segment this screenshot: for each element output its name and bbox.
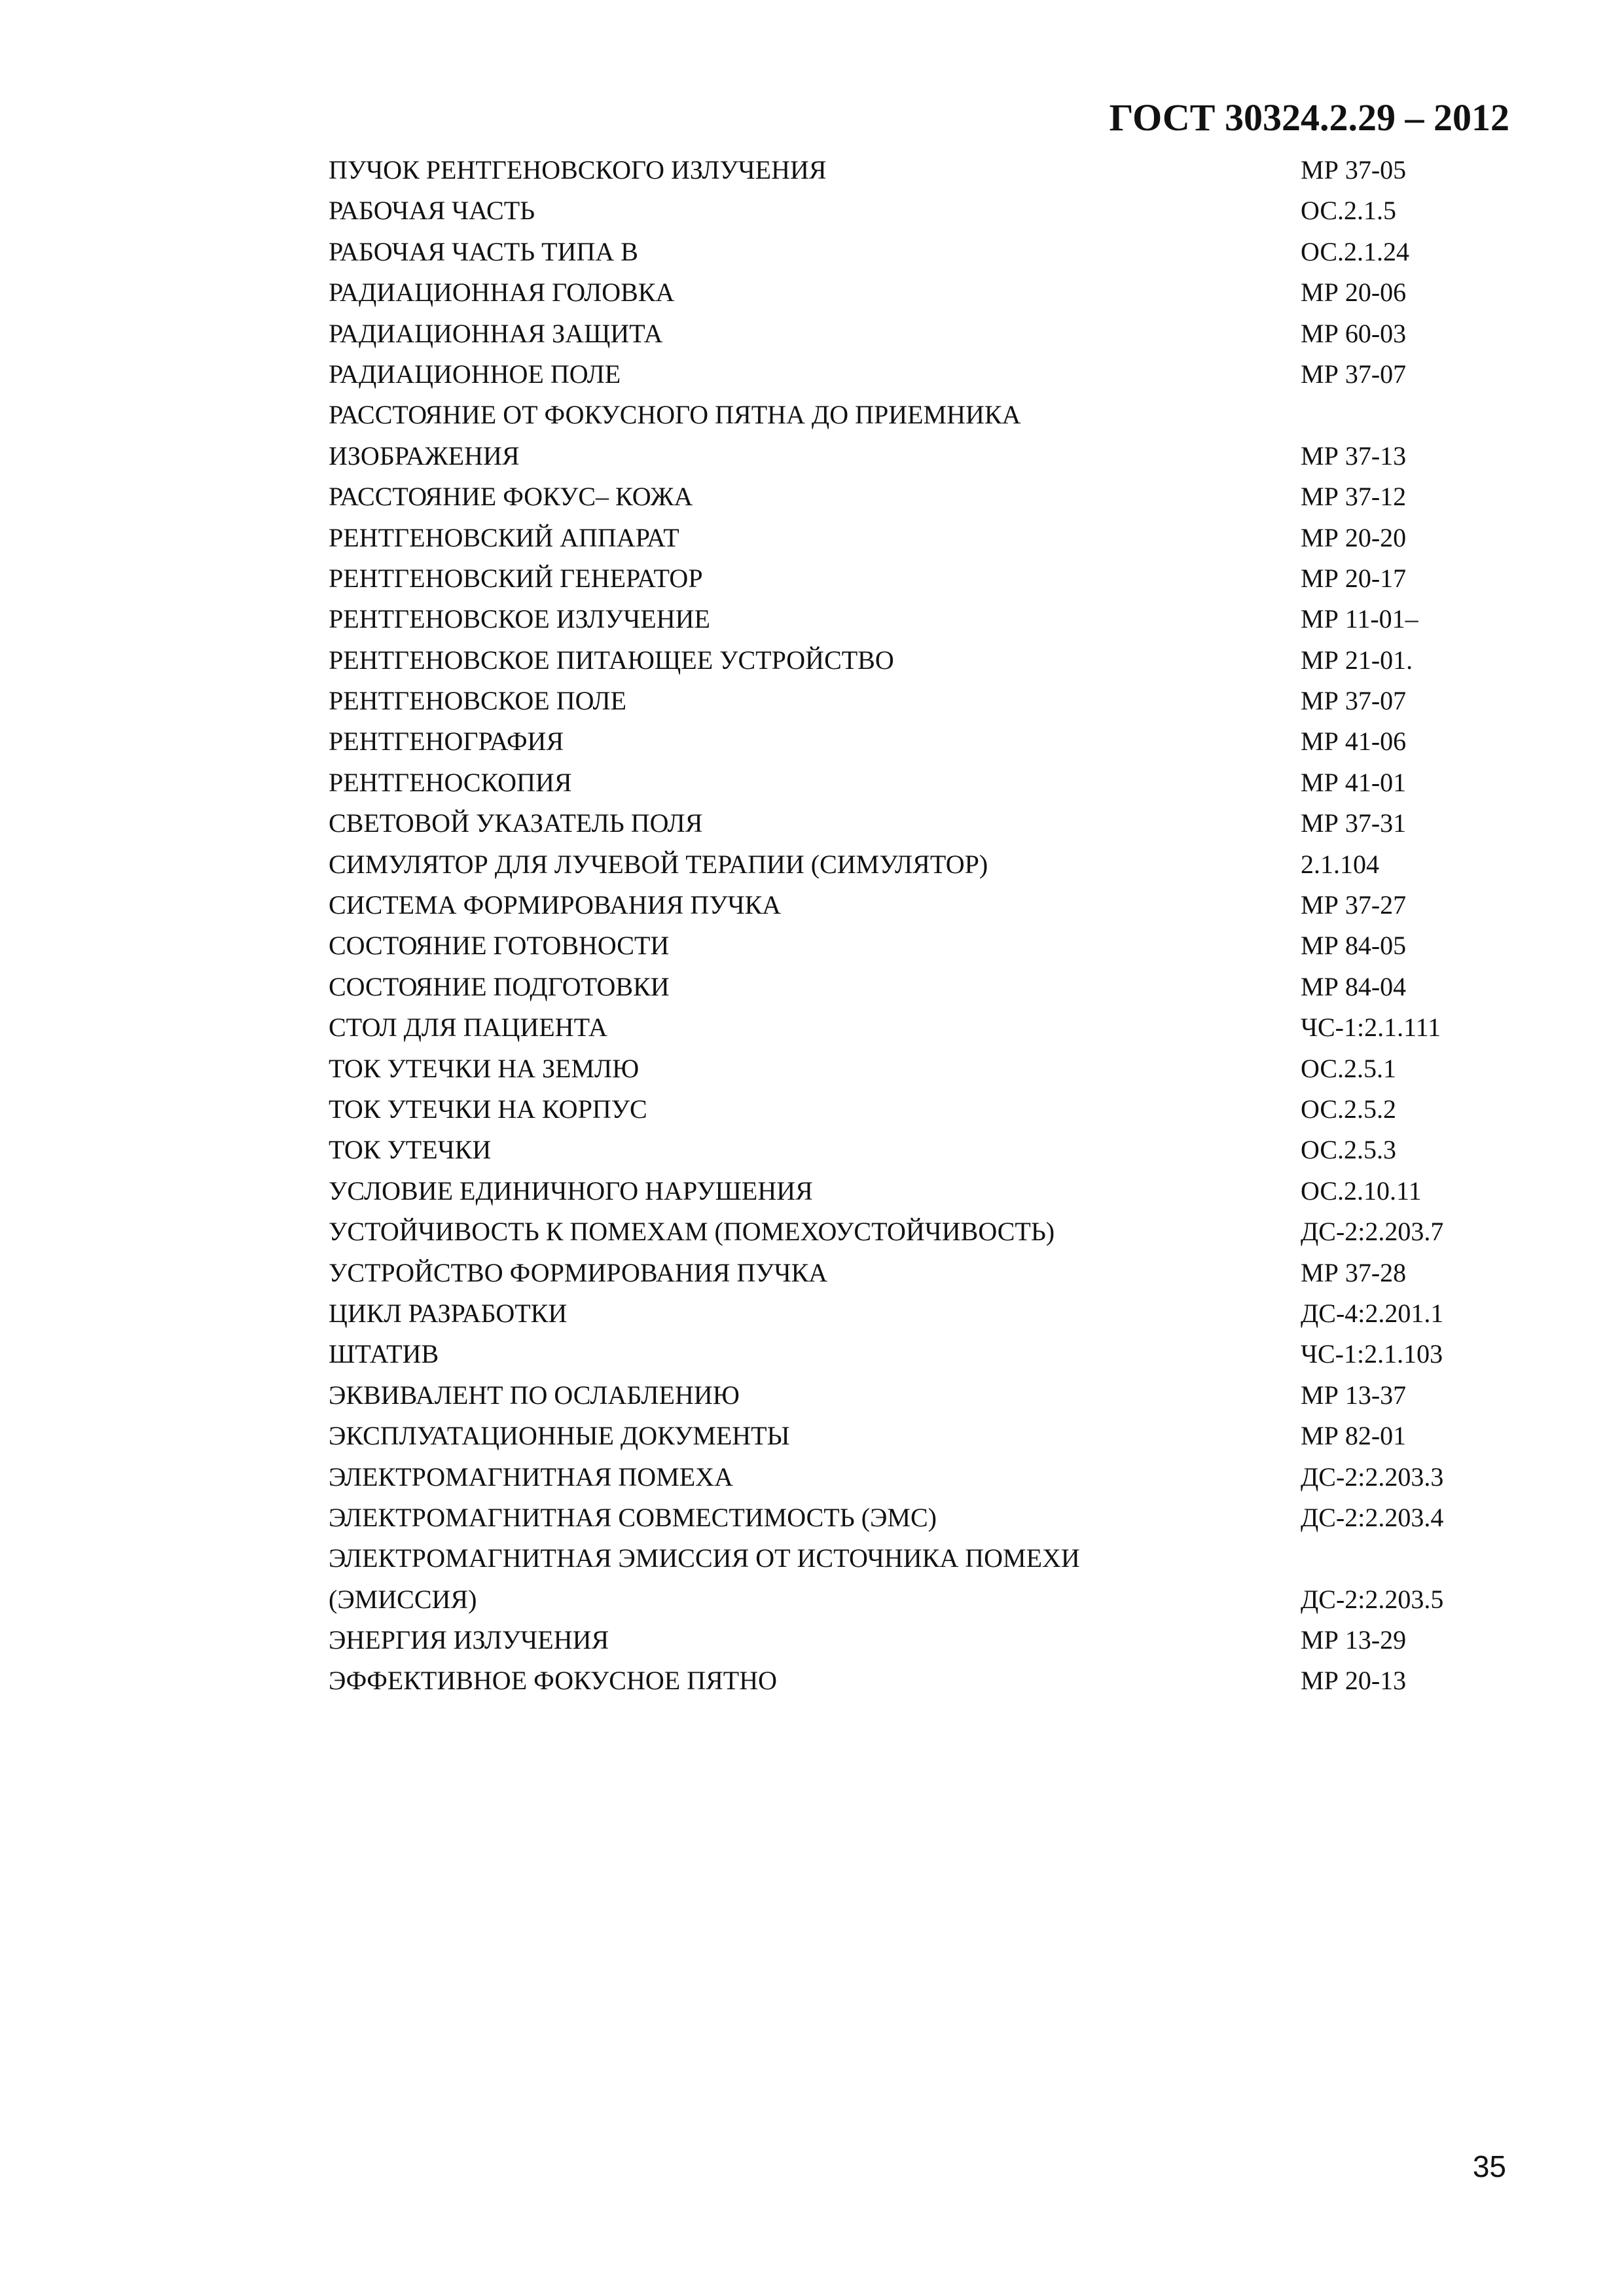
index-term: ТОК УТЕЧКИ НА ЗЕМЛЮ — [329, 1053, 640, 1083]
index-term: РАДИАЦИОННОЕ ПОЛЕ — [329, 359, 621, 389]
index-term: ЭКВИВАЛЕНТ ПО ОСЛАБЛЕНИЮ — [329, 1380, 740, 1410]
index-entry — [329, 190, 1546, 231]
index-entry — [329, 150, 1546, 190]
index-entry — [329, 1579, 1546, 1620]
index-entry — [329, 1620, 1546, 1660]
index-entry — [329, 721, 1546, 762]
index-term: СИСТЕМА ФОРМИРОВАНИЯ ПУЧКА — [329, 890, 782, 920]
index-reference: ОС.2.5.1 — [1301, 1053, 1397, 1083]
index-reference: МР 20-20 — [1301, 522, 1407, 552]
index-reference: МР 13-29 — [1301, 1625, 1407, 1655]
index-term: УСЛОВИЕ ЕДИНИЧНОГО НАРУШЕНИЯ — [329, 1175, 813, 1206]
index-reference: МР 84-05 — [1301, 931, 1407, 961]
index-entry — [329, 1293, 1546, 1334]
index-term: УСТРОЙСТВО ФОРМИРОВАНИЯ ПУЧКА — [329, 1257, 828, 1287]
index-reference: МР 37-13 — [1301, 440, 1407, 471]
index-entry — [329, 1498, 1546, 1538]
index-entry — [329, 1049, 1546, 1089]
index-term: РЕНТГЕНОВСКОЕ ИЗЛУЧЕНИЕ — [329, 604, 710, 634]
index-term: ЭФФЕКТИВНОЕ ФОКУСНОЕ ПЯТНО — [329, 1666, 777, 1696]
index-term: РЕНТГЕНОСКОПИЯ — [329, 767, 572, 797]
index-reference: МР 21-01. — [1301, 645, 1413, 675]
index-entry — [329, 395, 1546, 435]
index-entry — [329, 436, 1546, 476]
document-header — [1110, 92, 1509, 144]
index-term: РЕНТГЕНОВСКОЕ ПИТАЮЩЕЕ УСТРОЙСТВО — [329, 645, 894, 675]
index-entry — [329, 272, 1546, 313]
index-reference: МР 37-27 — [1301, 890, 1407, 920]
index-entry — [329, 885, 1546, 925]
index-reference: МР 82-01 — [1301, 1421, 1407, 1451]
index-reference: МР 37-07 — [1301, 686, 1407, 716]
standard-designation: ГОСТ 30324.2.29 – 2012 — [1109, 96, 1509, 139]
index-entry — [329, 803, 1546, 844]
index-entry — [329, 476, 1546, 517]
index-entry — [329, 1416, 1546, 1456]
term-index-list — [329, 150, 1546, 1702]
index-reference: ОС.2.5.3 — [1301, 1135, 1397, 1165]
index-entry — [329, 558, 1546, 599]
index-term: СВЕТОВОЙ УКАЗАТЕЛЬ ПОЛЯ — [329, 808, 703, 838]
index-term: ЭЛЕКТРОМАГНИТНАЯ ЭМИССИЯ ОТ ИСТОЧНИКА ПОМЕХИ — [329, 1543, 1080, 1573]
index-term: ЭНЕРГИЯ ИЗЛУЧЕНИЯ — [329, 1625, 609, 1655]
index-term: ЭКСПЛУАТАЦИОННЫЕ ДОКУМЕНТЫ — [329, 1421, 790, 1451]
index-entry — [329, 1089, 1546, 1130]
index-term: РЕНТГЕНОВСКОЕ ПОЛЕ — [329, 686, 627, 716]
index-entry — [329, 1211, 1546, 1252]
index-term: ИЗОБРАЖЕНИЯ — [329, 440, 520, 471]
index-entry — [329, 925, 1546, 966]
index-reference: МР 84-04 — [1301, 971, 1407, 1001]
index-term: РАДИАЦИОННАЯ ГОЛОВКА — [329, 278, 675, 308]
index-entry — [329, 640, 1546, 681]
index-term: РАДИАЦИОННАЯ ЗАЩИТА — [329, 318, 663, 348]
index-entry — [329, 1007, 1546, 1048]
index-reference: МР 37-31 — [1301, 808, 1407, 838]
index-term: РЕНТГЕНОВСКИЙ АППАРАТ — [329, 522, 679, 552]
index-term: РАБОЧАЯ ЧАСТЬ — [329, 196, 535, 226]
index-entry — [329, 1375, 1546, 1416]
index-term: СОСТОЯНИЕ ПОДГОТОВКИ — [329, 971, 670, 1001]
index-entry — [329, 1171, 1546, 1211]
page-number: 35 — [1472, 2149, 1506, 2183]
index-reference: МР 13-37 — [1301, 1380, 1407, 1410]
index-entry — [329, 762, 1546, 803]
index-reference: МР 37-12 — [1301, 482, 1407, 512]
index-term: ЭЛЕКТРОМАГНИТНАЯ ПОМЕХА — [329, 1462, 733, 1492]
index-term: РАССТОЯНИЕ ФОКУС– КОЖА — [329, 482, 693, 512]
index-entry — [329, 232, 1546, 272]
index-reference: 2.1.104 — [1301, 849, 1379, 879]
index-entry — [329, 518, 1546, 558]
index-entry — [329, 1538, 1546, 1579]
index-reference: МР 20-13 — [1301, 1666, 1407, 1696]
index-reference: МР 41-06 — [1301, 726, 1407, 757]
index-reference: ОС.2.1.5 — [1301, 196, 1397, 226]
index-term: ТОК УТЕЧКИ НА КОРПУС — [329, 1094, 647, 1124]
index-reference: МР 20-17 — [1301, 563, 1407, 593]
index-reference: МР 11-01– — [1301, 604, 1418, 634]
index-entry — [329, 1253, 1546, 1293]
index-entry — [329, 681, 1546, 721]
index-reference: ДС-2:2.203.4 — [1301, 1502, 1444, 1532]
index-term: ЦИКЛ РАЗРАБОТКИ — [329, 1298, 568, 1328]
index-term: (ЭМИССИЯ) — [329, 1584, 477, 1614]
index-reference: ДС-4:2.201.1 — [1301, 1298, 1444, 1328]
index-entry — [329, 967, 1546, 1007]
index-term: СТОЛ ДЛЯ ПАЦИЕНТА — [329, 1013, 607, 1043]
index-reference: ДС-2:2.203.3 — [1301, 1462, 1444, 1492]
index-term: СИМУЛЯТОР ДЛЯ ЛУЧЕВОЙ ТЕРАПИИ (СИМУЛЯТОР) — [329, 849, 988, 879]
index-entry — [329, 354, 1546, 395]
index-entry — [329, 314, 1546, 354]
index-reference: ДС-2:2.203.5 — [1301, 1584, 1444, 1614]
index-entry — [329, 1457, 1546, 1498]
index-reference: МР 37-28 — [1301, 1257, 1407, 1287]
index-reference: ДС-2:2.203.7 — [1301, 1217, 1444, 1247]
index-entry — [329, 1660, 1546, 1701]
index-term: РАБОЧАЯ ЧАСТЬ ТИПА В — [329, 236, 638, 266]
index-entry — [329, 844, 1546, 885]
index-term: РЕНТГЕНОГРАФИЯ — [329, 726, 564, 757]
index-reference: ОС.2.10.11 — [1301, 1175, 1422, 1206]
index-term: ПУЧОК РЕНТГЕНОВСКОГО ИЗЛУЧЕНИЯ — [329, 155, 827, 185]
index-entry — [329, 599, 1546, 639]
index-term: РАССТОЯНИЕ ОТ ФОКУСНОГО ПЯТНА ДО ПРИЕМНИКА — [329, 400, 1021, 430]
index-reference: МР 41-01 — [1301, 767, 1407, 797]
index-term: ШТАТИВ — [329, 1339, 439, 1369]
index-entry — [329, 1130, 1546, 1170]
index-reference: ЧС-1:2.1.111 — [1301, 1013, 1441, 1043]
index-entry — [329, 1334, 1546, 1374]
index-term: РЕНТГЕНОВСКИЙ ГЕНЕРАТОР — [329, 563, 703, 593]
index-term: СОСТОЯНИЕ ГОТОВНОСТИ — [329, 931, 670, 961]
index-term: УСТОЙЧИВОСТЬ К ПОМЕХАМ (ПОМЕХОУСТОЙЧИВОСТЬ) — [329, 1217, 1055, 1247]
index-reference: ЧС-1:2.1.103 — [1301, 1339, 1443, 1369]
index-reference: МР 20-06 — [1301, 278, 1407, 308]
index-reference: ОС.2.5.2 — [1301, 1094, 1397, 1124]
index-reference: МР 60-03 — [1301, 318, 1407, 348]
index-reference: МР 37-05 — [1301, 155, 1407, 185]
index-reference: ОС.2.1.24 — [1301, 236, 1410, 266]
index-term: ТОК УТЕЧКИ — [329, 1135, 492, 1165]
index-term: ЭЛЕКТРОМАГНИТНАЯ СОВМЕСТИМОСТЬ (ЭМС) — [329, 1502, 937, 1532]
index-reference: МР 37-07 — [1301, 359, 1407, 389]
